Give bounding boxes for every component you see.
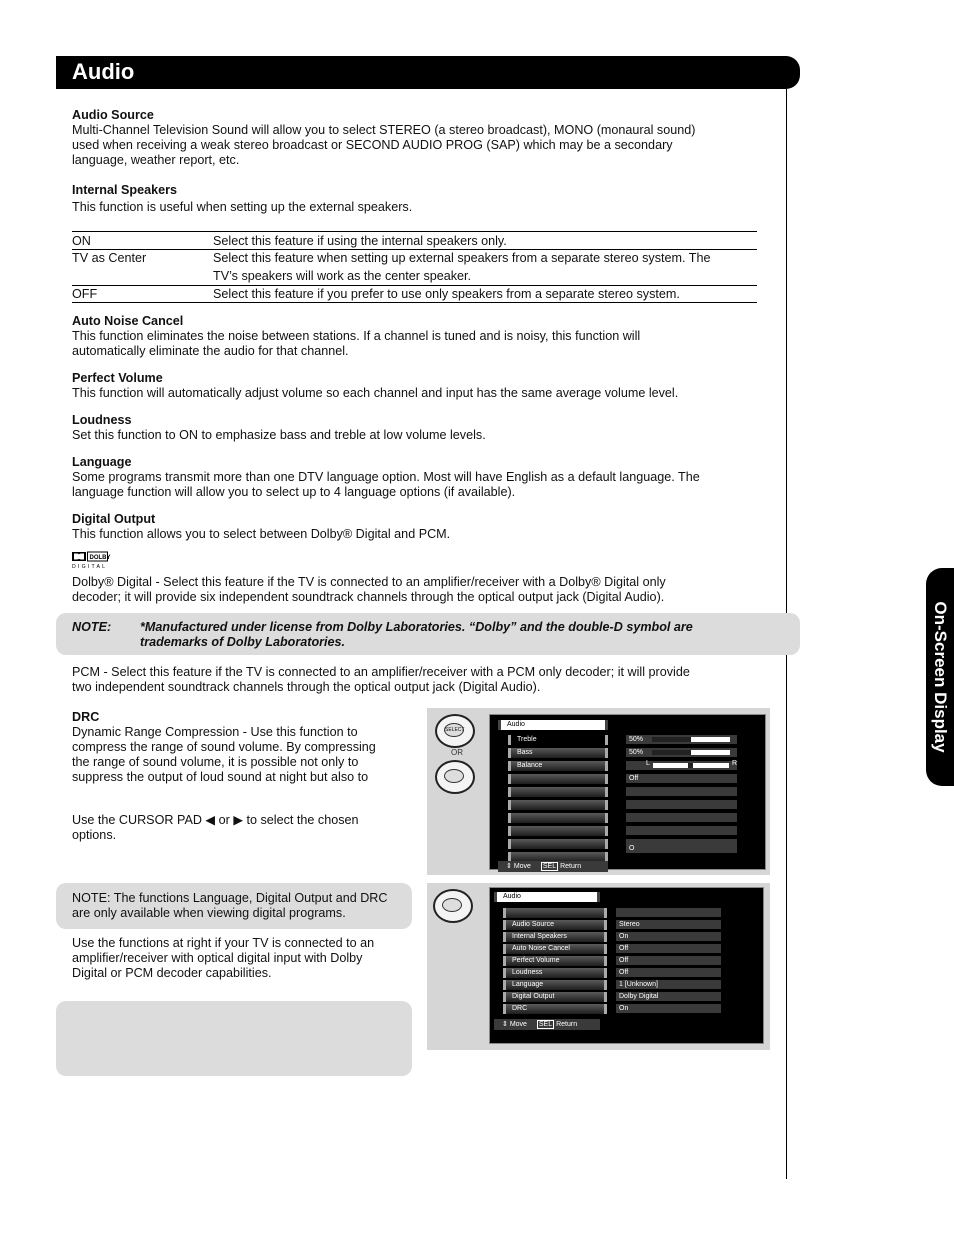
treble-value: 50%: [626, 735, 737, 744]
pcm-line1: PCM - Select this feature if the TV is connected to an amplifier/receiver with a PCM only decoder; it will provide: [72, 665, 690, 679]
note-label: NOTE:: [72, 620, 112, 634]
remote-select-button-icon: SELECT: [435, 714, 475, 748]
dolby-note-line1: *Manufactured under license from Dolby Laboratories. “Dolby” and the double-D symbol are: [140, 620, 693, 634]
bass-slider-fill: [652, 750, 691, 755]
menu-row-treble[interactable]: Treble: [508, 735, 608, 745]
footer-move-label: Move: [509, 1021, 527, 1028]
bottom-note-line4: amplifier/receiver with optical digital input with Dolby: [72, 951, 363, 965]
dolby-digital-logo: [72, 551, 122, 569]
row4-value: Off: [626, 774, 737, 783]
footer-move-label: Move: [513, 863, 531, 870]
remote-cursor-pad-icon: [435, 760, 475, 794]
table-option-off: OFF: [72, 287, 98, 301]
menu-row-9[interactable]: [508, 839, 608, 849]
table-rule: [72, 231, 757, 232]
menu-footer-2: [494, 1019, 600, 1030]
bass-value: 50%: [626, 748, 737, 757]
treble-slider[interactable]: [652, 737, 730, 742]
menu-row-4[interactable]: [508, 774, 608, 784]
section-tab: [926, 568, 954, 786]
internal-speakers-value: On: [616, 932, 721, 941]
menu-row-8[interactable]: [508, 826, 608, 836]
digital-output-heading: Digital Output: [72, 512, 156, 526]
move-arrows-icon: ⇕: [506, 863, 514, 870]
menu-title-2: Audio: [494, 892, 600, 902]
drc-heading: DRC: [72, 710, 100, 724]
balance-left-label: L: [646, 760, 650, 767]
menu-row-digital-output[interactable]: Digital Output: [503, 992, 607, 1002]
remote-cursor-pad-down-icon: [433, 889, 473, 923]
audio-source-line1: Multi-Channel Television Sound will allow you to select STEREO (a stereo broadcast), MONO (monaural sound): [72, 123, 696, 137]
menu-row-audio-source[interactable]: Audio Source: [503, 920, 607, 930]
digital-output-value: Dolby Digital: [616, 992, 721, 1001]
menu-title: Audio: [498, 720, 608, 730]
loudness-text: Set this function to ON to emphasize bass and treble at low volume levels.: [72, 428, 486, 442]
bottom-note-line2: are only available when viewing digital programs.: [72, 906, 346, 920]
perfect-volume-heading: Perfect Volume: [72, 371, 163, 385]
row10-value: O: [626, 844, 737, 853]
menu-row-7[interactable]: [508, 813, 608, 823]
internal-speakers-text: This function is useful when setting up the external speakers.: [72, 200, 413, 214]
bass-slider[interactable]: [652, 750, 730, 755]
row5-value: [626, 787, 737, 796]
move-arrows-icon: ⇕: [502, 1021, 510, 1028]
drc-line4: suppress the output of loud sound at night but also to: [72, 770, 369, 784]
menu-footer-1: [498, 861, 608, 872]
audio-source-value: Stereo: [616, 920, 721, 929]
menu-row-loudness[interactable]: Loudness: [503, 968, 607, 978]
sel-button-icon: SEL: [542, 863, 557, 870]
dolby-note-line2: trademarks of Dolby Laboratories.: [140, 635, 346, 649]
value-blank: [616, 908, 721, 917]
cursor-pad-line2: options.: [72, 828, 117, 842]
audio-source-line2: used when receiving a weak stereo broadcast or SECOND AUDIO PROG (SAP) which may be a secondary: [72, 138, 673, 152]
auto-noise-cancel-line2: automatically eliminate the audio for that channel.: [72, 344, 349, 358]
blank-note-box: [56, 1001, 412, 1076]
perfect-volume-text: This function will automatically adjust volume so each channel and input has the same average volume level.: [72, 386, 679, 400]
language-heading: Language: [72, 455, 132, 469]
internal-speakers-heading: Internal Speakers: [72, 183, 177, 197]
menu-row-language[interactable]: Language: [503, 980, 607, 990]
tv-screen-2: [489, 887, 764, 1044]
drc-value: On: [616, 1004, 721, 1013]
table-rule: [72, 285, 757, 286]
menu-row-internal-speakers[interactable]: Internal Speakers: [503, 932, 607, 942]
section-tab-label: On-Screen Display: [931, 601, 950, 753]
bottom-note-line1: NOTE: The functions Language, Digital Output and DRC: [72, 891, 388, 905]
pcm-line2: two independent soundtrack channels through the optical output jack (Digital Audio).: [72, 680, 541, 694]
language-line1: Some programs transmit more than one DTV language option. Most will have English as a default language. The: [72, 470, 700, 484]
row6-value: [626, 800, 737, 809]
table-desc-on: Select this feature if using the internal speakers only.: [213, 234, 507, 248]
footer-return-label: Return: [556, 1021, 578, 1028]
auto-noise-cancel-line1: This function eliminates the noise between stations. If a channel is tuned and is noisy, this function will: [72, 329, 641, 343]
audio-menu-panel-1: [427, 708, 770, 875]
table-rule: [72, 302, 757, 303]
menu-row-blank: [503, 908, 607, 918]
language-line2: language function will allow you to select up to 4 language options (if available).: [72, 485, 516, 499]
balance-slider[interactable]: [653, 763, 729, 768]
drc-line2: compress the range of sound volume. By compressing: [72, 740, 376, 754]
menu-row-6[interactable]: [508, 800, 608, 810]
perfect-volume-value: Off: [616, 956, 721, 965]
table-desc-tv-center-2: TV’s speakers will work as the center speaker.: [213, 269, 472, 283]
page-title: Audio: [72, 59, 135, 84]
table-option-tv-center: TV as Center: [72, 251, 147, 265]
or-label: OR: [451, 748, 463, 757]
dolby-digital-line2: decoder; it will provide six independent soundtrack channels through the optical output jack (Digital Audio).: [72, 590, 665, 604]
tv-screen-1: [489, 714, 766, 870]
cursor-pad-line1: Use the CURSOR PAD ◀ or ▶ to select the chosen: [72, 813, 359, 827]
balance-slider-thumb: [688, 763, 693, 768]
language-value: 1 [Unknown]: [616, 980, 721, 989]
drc-line3: the range of sound volume, it is possible not only to: [72, 755, 359, 769]
table-desc-off: Select this feature if you prefer to use only speakers from a separate stereo system.: [213, 287, 680, 301]
auto-noise-cancel-value: Off: [616, 944, 721, 953]
bottom-note-line3: Use the functions at right if your TV is connected to an: [72, 936, 375, 950]
loudness-heading: Loudness: [72, 413, 132, 427]
menu-row-5[interactable]: [508, 787, 608, 797]
auto-noise-cancel-heading: Auto Noise Cancel: [72, 314, 184, 328]
table-rule: [72, 249, 757, 250]
balance-right-label: R: [732, 760, 738, 767]
loudness-value: Off: [616, 968, 721, 977]
sel-button-icon: SEL: [538, 1021, 553, 1028]
audio-source-line3: language, weather report, etc.: [72, 153, 240, 167]
row8-value: [626, 826, 737, 835]
table-desc-tv-center-1: Select this feature when setting up external speakers from a separate stereo system. The: [213, 251, 711, 265]
menu-row-balance[interactable]: Balance: [508, 761, 608, 771]
svg-text:DOLBY: DOLBY: [89, 555, 111, 562]
dolby-digital-line1: Dolby® Digital - Select this feature if the TV is connected to an amplifier/receiver with a Dolby® Digital only: [72, 575, 666, 589]
menu-row-auto-noise-cancel[interactable]: Auto Noise Cancel: [503, 944, 607, 954]
audio-source-heading: Audio Source: [72, 108, 154, 122]
page-title-bar: [56, 56, 800, 89]
menu-row-drc[interactable]: DRC: [503, 1004, 607, 1014]
table-option-on: ON: [72, 234, 91, 248]
menu-row-bass[interactable]: Bass: [508, 748, 608, 758]
digital-output-text: This function allows you to select between Dolby® Digital and PCM.: [72, 527, 451, 541]
audio-menu-panel-2: [427, 883, 770, 1050]
drc-line1: Dynamic Range Compression - Use this function to: [72, 725, 358, 739]
bottom-note-line5: Digital or PCM decoder capabilities.: [72, 966, 272, 980]
row7-value: [626, 813, 737, 822]
treble-slider-fill: [652, 737, 691, 742]
svg-text:DIGITAL: DIGITAL: [72, 564, 108, 569]
menu-row-perfect-volume[interactable]: Perfect Volume: [503, 956, 607, 966]
footer-return-label: Return: [560, 863, 582, 870]
